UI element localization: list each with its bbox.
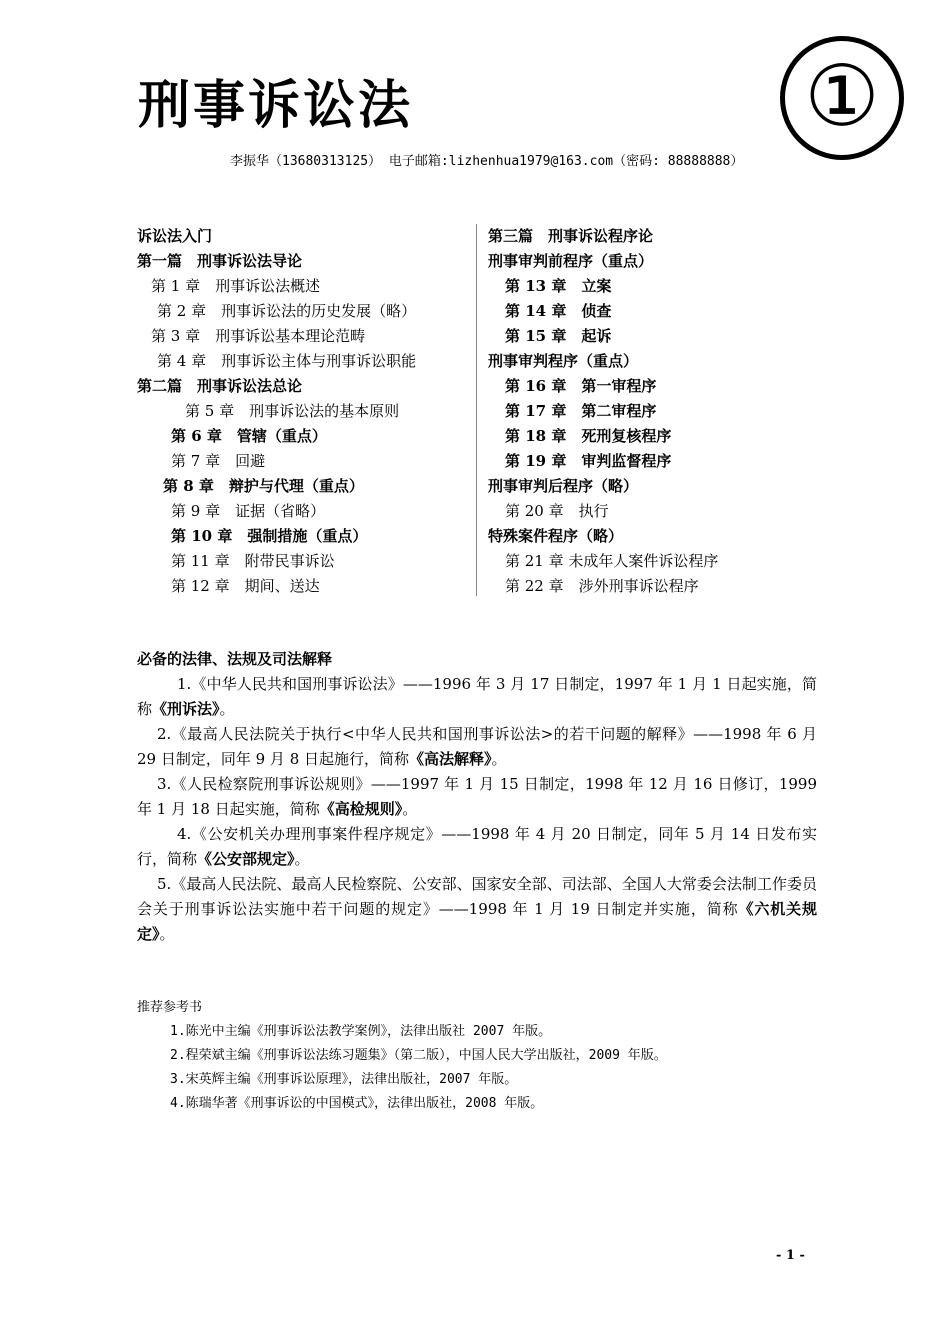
toc-entry: 第 4 章 刑事诉讼主体与刑事诉讼职能 bbox=[157, 352, 417, 370]
law-short-name: 《公安部规定》 bbox=[197, 850, 295, 868]
toc-entry: 第 14 章 侦查 bbox=[505, 302, 612, 320]
law-text: 3.《人民检察院刑事诉讼规则》——1997 年 1 月 15 日制定，1998 年 12 月 16 日修订，1999 年 1 月 18 日起实施，简称 bbox=[137, 775, 817, 818]
toc-entry: 第 6 章 管辖（重点） bbox=[171, 427, 327, 445]
toc-entry: 第 18 章 死刑复核程序 bbox=[505, 427, 672, 445]
law-tail: 。 bbox=[294, 850, 310, 868]
toc-entry: 第 16 章 第一审程序 bbox=[505, 377, 657, 395]
toc-entry: 第 11 章 附带民事诉讼 bbox=[171, 552, 335, 570]
toc-entry: 刑事审判后程序（略） bbox=[488, 477, 639, 495]
book-item: 1.陈光中主编《刑事诉讼法教学案例》，法律出版社 2007 年版。 bbox=[170, 1024, 552, 1039]
books-list bbox=[137, 1020, 817, 1116]
law-item bbox=[137, 872, 817, 947]
book-item: 2.程荣斌主编《刑事诉讼法练习题集》（第二版），中国人民大学出版社，2009 年版。 bbox=[170, 1048, 667, 1063]
toc-entry: 刑事审判程序（重点） bbox=[488, 352, 639, 370]
law-item bbox=[137, 772, 817, 822]
law-text: 2.《最高人民法院关于执行<中华人民共和国刑事诉讼法>的若干问题的解释》——1998 年 6 月 29 日制定，同年 9 月 8 日起施行，简称 bbox=[137, 725, 817, 768]
law-tail: 。 bbox=[159, 925, 175, 943]
toc-entry: 第 8 章 辩护与代理（重点） bbox=[163, 477, 364, 495]
toc-entry: 第 10 章 强制措施（重点） bbox=[171, 527, 368, 545]
toc-entry: 第 21 章 未成年人案件诉讼程序 bbox=[505, 552, 719, 570]
law-tail: 。 bbox=[491, 750, 507, 768]
toc-entry: 第 7 章 回避 bbox=[171, 452, 266, 470]
toc-entry: 第 1 章 刑事诉讼法概述 bbox=[151, 277, 321, 295]
toc-entry: 第二篇 刑事诉讼法总论 bbox=[137, 377, 303, 395]
law-tail: 。 bbox=[402, 800, 418, 818]
toc-entry: 刑事审判前程序（重点） bbox=[488, 252, 654, 270]
document-title: 刑事诉讼法 bbox=[138, 76, 414, 136]
law-short-name: 《高检规则》 bbox=[319, 800, 403, 818]
law-text: 5.《最高人民法院、最高人民检察院、公安部、国家安全部、司法部、全国人大常委会法制工作委员会关于刑事诉讼法实施中若干问题的规定》——1998 年 1 月 19 日制定并实施，简称 bbox=[137, 875, 817, 918]
toc-entry: 第 17 章 第二审程序 bbox=[505, 402, 657, 420]
toc-entry: 第一篇 刑事诉讼法导论 bbox=[137, 252, 303, 270]
books-heading: 推荐参考书 bbox=[137, 1000, 203, 1015]
circled-number-badge: ① bbox=[780, 36, 904, 160]
toc-entry: 第 19 章 审判监督程序 bbox=[505, 452, 672, 470]
toc-entry: 诉讼法入门 bbox=[137, 227, 213, 245]
law-short-name: 《高法解释》 bbox=[409, 750, 492, 768]
toc-entry: 第 20 章 执行 bbox=[505, 502, 609, 520]
toc-entry: 特殊案件程序（略） bbox=[488, 527, 624, 545]
toc-entry: 第 2 章 刑事诉讼法的历史发展（略） bbox=[157, 302, 417, 320]
column-divider bbox=[476, 224, 477, 596]
laws-section bbox=[137, 647, 817, 947]
toc-entry: 第 15 章 起诉 bbox=[505, 327, 612, 345]
toc-entry: 第 5 章 刑事诉讼法的基本原则 bbox=[185, 402, 400, 420]
toc-entry: 第 12 章 期间、送达 bbox=[171, 577, 320, 595]
law-item bbox=[137, 672, 817, 722]
law-text: 4.《公安机关办理刑事案件程序规定》——1998 年 4 月 20 日制定，同年 5 月 14 日发布实行，简称 bbox=[137, 825, 817, 868]
law-tail: 。 bbox=[219, 700, 235, 718]
author-contact-line: 李振华（13680313125） 电子邮箱:lizhenhua1979@163.com（密码: 88888888） bbox=[230, 154, 744, 169]
law-short-name: 《六机关规定》 bbox=[137, 900, 817, 943]
law-short-name: 《刑诉法》 bbox=[152, 700, 220, 718]
toc-entry: 第 13 章 立案 bbox=[505, 277, 612, 295]
law-text: 1.《中华人民共和国刑事诉讼法》——1996 年 3 月 17 日制定，1997 年 1 月 1 日起实施，简称 bbox=[137, 675, 817, 718]
toc-entry: 第 9 章 证据（省略） bbox=[171, 502, 326, 520]
toc-left-column bbox=[137, 224, 467, 599]
toc-entry: 第三篇 刑事诉讼程序论 bbox=[488, 227, 654, 245]
laws-heading: 必备的法律、法规及司法解释 bbox=[137, 650, 333, 668]
toc-entry: 第 22 章 涉外刑事诉讼程序 bbox=[505, 577, 699, 595]
toc-entry: 第 3 章 刑事诉讼基本理论范畴 bbox=[151, 327, 366, 345]
book-item: 3.宋英辉主编《刑事诉讼原理》，法律出版社，2007 年版。 bbox=[170, 1072, 518, 1087]
law-item bbox=[137, 822, 817, 872]
book-item: 4.陈瑞华著《刑事诉讼的中国模式》，法律出版社，2008 年版。 bbox=[170, 1096, 544, 1111]
laws-list bbox=[137, 672, 817, 947]
books-section bbox=[137, 996, 817, 1116]
page-number: - 1 - bbox=[776, 1248, 805, 1263]
toc-right-column bbox=[488, 224, 818, 599]
law-item bbox=[137, 722, 817, 772]
